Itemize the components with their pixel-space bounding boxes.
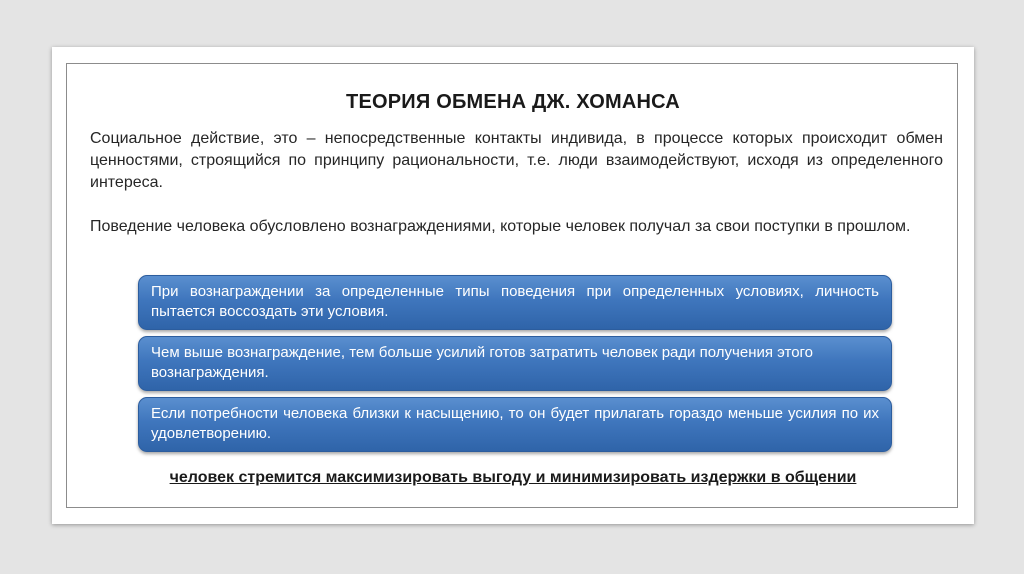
slide-title: ТЕОРИЯ ОБМЕНА ДЖ. ХОМАНСА — [346, 91, 680, 113]
principle-box-2: Чем выше вознаграждение, тем больше усилий готов затратить человек ради получения этого вознаграждения. — [138, 336, 892, 391]
paragraph-behavior: Поведение человека обусловлено вознаграждениями, которые человек получал за свои поступки в прошлом. — [90, 218, 911, 235]
conclusion-text: человек стремится максимизировать выгоду и минимизировать издержки в общении — [169, 469, 857, 486]
slide — [52, 47, 974, 524]
principle-box-1: При вознаграждении за определенные типы поведения при определенных условиях, личность пытается воссоздать эти условия. — [138, 275, 892, 330]
paragraph-social-action: Социальное действие, это – непосредственные контакты индивида, в процессе которых происходит обмен ценностями, строящийся по принципу рациональности, т.е. люди взаимодействуют, исходя из определенного интереса. — [90, 130, 943, 191]
principle-box-3: Если потребности человека близки к насыщению, то он будет прилагать гораздо меньше усилия по их удовлетворению. — [138, 397, 892, 452]
